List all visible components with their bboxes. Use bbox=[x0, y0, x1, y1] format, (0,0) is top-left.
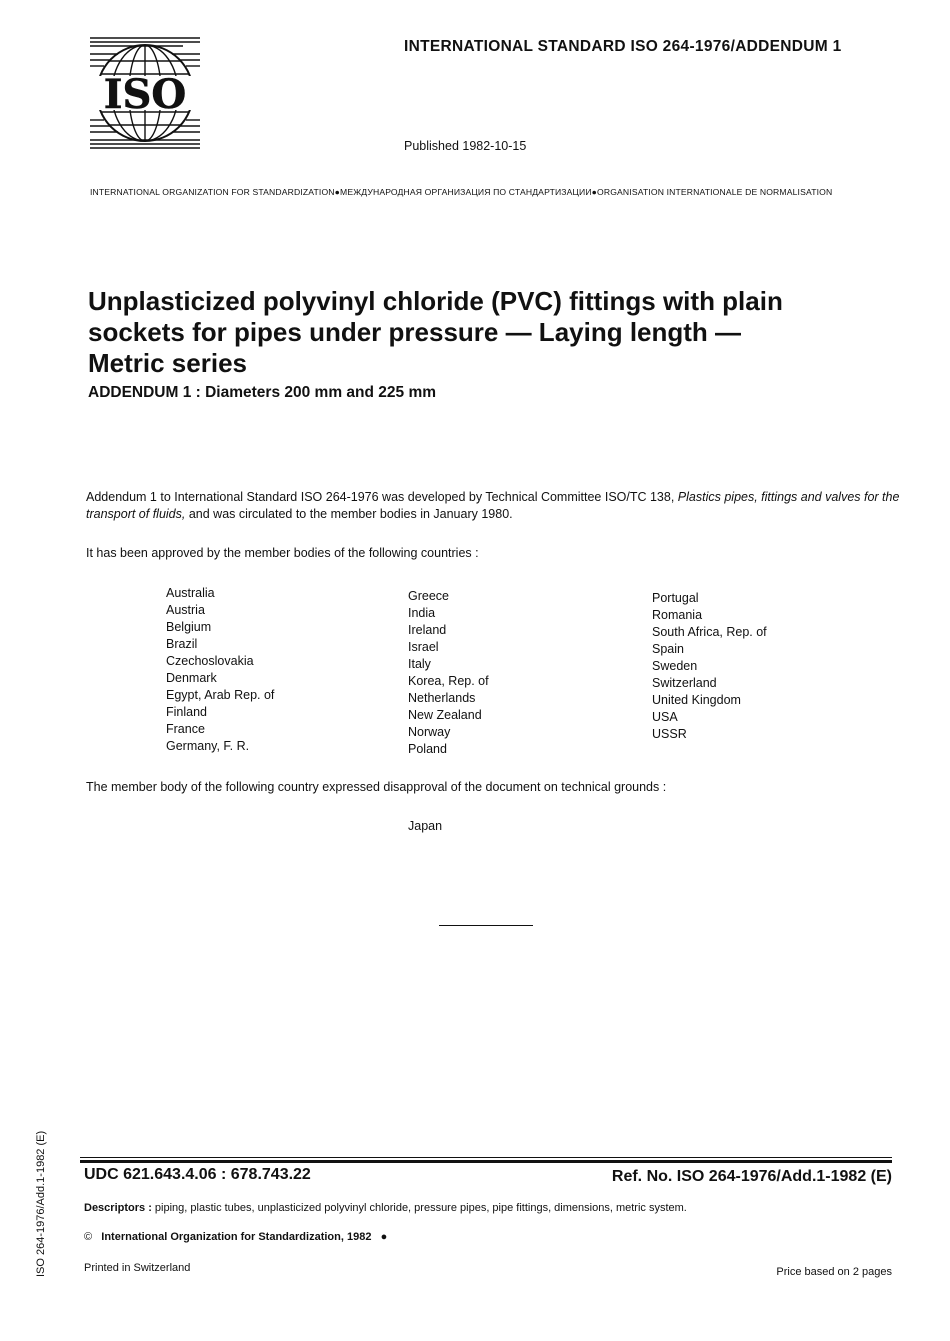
organization-line: INTERNATIONAL ORGANIZATION FOR STANDARDIZATION●МЕЖДУНАРОДНАЯ ОРГАНИЗАЦИЯ ПО СТАНДАРТИЗАЦИИ●ORGANISATION INTERNATIONALE DE NORMALISATION bbox=[90, 187, 833, 197]
countries-column-1 bbox=[166, 585, 274, 755]
country-name: South Africa, Rep. of bbox=[652, 625, 767, 639]
intro-paragraph bbox=[86, 489, 916, 523]
copyright-organization: International Organization for Standardization, 1982 bbox=[101, 1231, 372, 1243]
copyright-icon: © bbox=[84, 1231, 93, 1243]
title-line-1: Unplasticized polyvinyl chloride (PVC) fittings with plain bbox=[88, 286, 783, 316]
country-name: Australia bbox=[166, 586, 215, 600]
country-name: Ireland bbox=[408, 623, 447, 637]
bullet-icon: ● bbox=[380, 1231, 388, 1243]
country-name: Greece bbox=[408, 589, 449, 603]
copyright-line bbox=[84, 1231, 387, 1243]
country-name: Germany, F. R. bbox=[166, 739, 250, 753]
price-note: Price based on 2 pages bbox=[776, 1266, 892, 1278]
country-name: Israel bbox=[408, 640, 439, 654]
descriptors-label: Descriptors : bbox=[84, 1202, 152, 1214]
country-name: Italy bbox=[408, 657, 431, 671]
disapproval-country: Japan bbox=[408, 819, 443, 833]
country-name: Spain bbox=[652, 642, 684, 656]
country-name: Belgium bbox=[166, 620, 212, 634]
approval-statement: It has been approved by the member bodies of the following countries : bbox=[86, 546, 479, 560]
country-name: Czechoslovakia bbox=[166, 654, 254, 668]
country-name: Portugal bbox=[652, 591, 699, 605]
disapproval-statement: The member body of the following country expressed disapproval of the document on technical grounds : bbox=[86, 780, 667, 794]
country-name: Poland bbox=[408, 742, 447, 756]
document-title bbox=[88, 286, 908, 379]
country-name: Switzerland bbox=[652, 676, 717, 690]
printed-in: Printed in Switzerland bbox=[84, 1262, 191, 1274]
udc-number: UDC 621.643.4.06 : 678.743.22 bbox=[84, 1166, 311, 1183]
intro-suffix: and was circulated to the member bodies in January 1980. bbox=[185, 507, 513, 521]
countries-column-2 bbox=[408, 588, 489, 758]
published-date: Published 1982-10-15 bbox=[404, 139, 527, 153]
intro-prefix: Addendum 1 to International Standard ISO 264-1976 was developed by Technical Committee ISO/TC 138, bbox=[86, 490, 678, 504]
country-name: Norway bbox=[408, 725, 451, 739]
section-divider bbox=[439, 925, 533, 926]
svg-text:ISO: ISO bbox=[103, 71, 187, 118]
country-name: USA bbox=[652, 710, 678, 724]
country-name: Sweden bbox=[652, 659, 698, 673]
iso-logo bbox=[88, 36, 202, 150]
standard-title: INTERNATIONAL STANDARD ISO 264-1976/ADDENDUM 1 bbox=[404, 38, 842, 55]
reference-number: Ref. No. ISO 264-1976/Add.1-1982 (E) bbox=[611, 1168, 892, 1185]
country-name: India bbox=[408, 606, 436, 620]
country-name: Finland bbox=[166, 705, 207, 719]
footer-rule-thick bbox=[80, 1160, 892, 1163]
side-reference: ISO 264-1976/Add.1-1982 (E) bbox=[35, 1130, 47, 1277]
country-name: Denmark bbox=[166, 671, 217, 685]
country-name: Egypt, Arab Rep. of bbox=[166, 688, 275, 702]
addendum-subtitle: ADDENDUM 1 : Diameters 200 mm and 225 mm bbox=[88, 384, 437, 401]
countries-column-3 bbox=[652, 590, 767, 743]
country-name: Netherlands bbox=[408, 691, 476, 705]
country-name: United Kingdom bbox=[652, 693, 741, 707]
country-name: Korea, Rep. of bbox=[408, 674, 489, 688]
footer-rule-thin bbox=[80, 1157, 892, 1158]
country-name: New Zealand bbox=[408, 708, 482, 722]
title-line-2: sockets for pipes under pressure — Laying length — bbox=[88, 317, 742, 347]
committee-title: Plastics pipes, fittings and valves for the transport of fluids, bbox=[86, 490, 900, 521]
descriptors bbox=[84, 1202, 687, 1214]
country-name: Austria bbox=[166, 603, 205, 617]
country-name: Brazil bbox=[166, 637, 198, 651]
country-name: USSR bbox=[652, 727, 687, 741]
descriptors-text: piping, plastic tubes, unplasticized polyvinyl chloride, pressure pipes, pipe fittings, dimensions, metric system. bbox=[151, 1202, 687, 1214]
title-line-3: Metric series bbox=[88, 348, 247, 378]
iso-globe-icon bbox=[88, 36, 202, 150]
country-name: Romania bbox=[652, 608, 703, 622]
country-name: France bbox=[166, 722, 205, 736]
